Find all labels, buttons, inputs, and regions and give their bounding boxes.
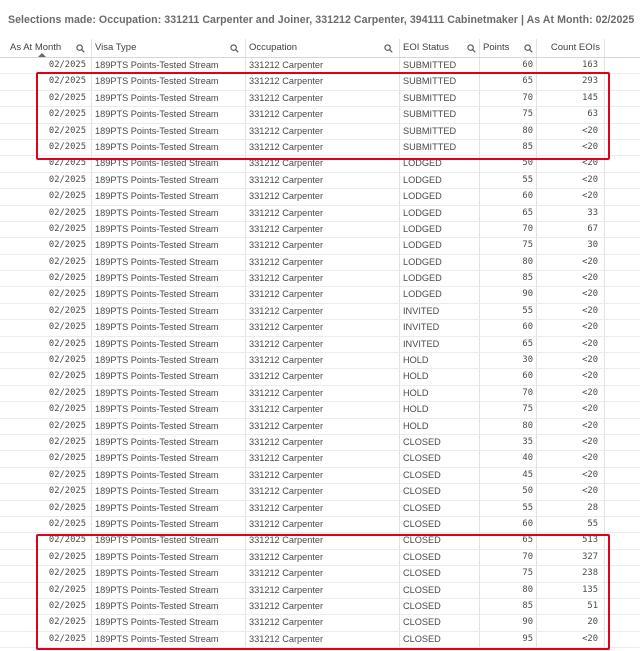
cell-occupation: 331212 Carpenter (249, 551, 324, 562)
cell-points: 75 (522, 109, 533, 120)
cell-count-eois: 327 (582, 551, 598, 562)
table-row[interactable] (0, 419, 640, 435)
table-row[interactable] (0, 451, 640, 467)
cell-eoi-status: LODGED (403, 273, 442, 284)
cell-occupation: 331212 Carpenter (249, 584, 324, 595)
cell-points: 85 (522, 600, 533, 611)
cell-as-at-month: 02/2025 (48, 568, 86, 579)
table-row[interactable] (0, 468, 640, 484)
cell-eoi-status: LODGED (403, 256, 442, 267)
cell-occupation: 331212 Carpenter (249, 404, 324, 415)
cell-as-at-month: 02/2025 (48, 535, 86, 546)
cell-points: 60 (522, 518, 533, 529)
table-row[interactable] (0, 173, 640, 189)
table-row[interactable] (0, 255, 640, 271)
cell-occupation: 331212 Carpenter (249, 387, 324, 398)
cell-as-at-month: 02/2025 (48, 518, 86, 529)
cell-count-eois: 135 (582, 584, 598, 595)
cell-count-eois: <20 (582, 453, 598, 464)
cell-visa-type: 189PTS Points-Tested Stream (95, 60, 219, 70)
cell-points: 60 (522, 60, 533, 70)
cell-eoi-status: CLOSED (403, 633, 441, 644)
search-icon[interactable] (467, 44, 476, 53)
cell-eoi-status: INVITED (403, 305, 440, 316)
cell-visa-type: 189PTS Points-Tested Stream (95, 191, 219, 202)
cell-as-at-month: 02/2025 (48, 191, 86, 202)
cell-visa-type: 189PTS Points-Tested Stream (95, 502, 219, 513)
cell-eoi-status: SUBMITTED (403, 76, 457, 87)
cell-visa-type: 189PTS Points-Tested Stream (95, 420, 219, 431)
cell-occupation: 331212 Carpenter (249, 223, 324, 234)
cell-eoi-status: CLOSED (403, 486, 441, 497)
cell-as-at-month: 02/2025 (48, 387, 86, 398)
col-header-points[interactable] (479, 39, 536, 57)
table-row[interactable] (0, 222, 640, 238)
cell-count-eois: <20 (582, 355, 598, 366)
table-row[interactable] (0, 517, 640, 533)
table-header (0, 39, 640, 58)
cell-as-at-month: 02/2025 (48, 273, 86, 284)
cell-visa-type: 189PTS Points-Tested Stream (95, 584, 219, 595)
col-header-label: Points (483, 42, 510, 53)
cell-as-at-month: 02/2025 (48, 125, 86, 136)
cell-eoi-status: LODGED (403, 191, 442, 202)
cell-as-at-month: 02/2025 (48, 469, 86, 480)
cell-eoi-status: LODGED (403, 223, 442, 234)
cell-as-at-month: 02/2025 (48, 158, 86, 169)
cell-occupation: 331212 Carpenter (249, 207, 324, 218)
cell-occupation: 331212 Carpenter (249, 633, 324, 644)
cell-occupation: 331212 Carpenter (249, 371, 324, 382)
cell-visa-type: 189PTS Points-Tested Stream (95, 404, 219, 415)
cell-count-eois: <20 (582, 158, 598, 169)
cell-visa-type: 189PTS Points-Tested Stream (95, 125, 219, 136)
table-row[interactable] (0, 189, 640, 205)
cell-as-at-month: 02/2025 (48, 322, 86, 333)
cell-eoi-status: CLOSED (403, 617, 441, 628)
cell-as-at-month: 02/2025 (48, 584, 86, 595)
col-header-label: As At Month (10, 42, 62, 53)
cell-points: 55 (522, 174, 533, 185)
table-row[interactable] (0, 353, 640, 369)
cell-count-eois: <20 (582, 322, 598, 333)
cell-eoi-status: LODGED (403, 207, 442, 218)
col-header-visa-type[interactable] (91, 39, 245, 57)
cell-as-at-month: 02/2025 (48, 355, 86, 366)
cell-count-eois: <20 (582, 305, 598, 316)
cell-occupation: 331212 Carpenter (249, 453, 324, 464)
table-row[interactable] (0, 402, 640, 418)
cell-as-at-month: 02/2025 (48, 502, 86, 513)
cell-points: 80 (522, 256, 533, 267)
cell-count-eois: <20 (582, 289, 598, 300)
cell-as-at-month: 02/2025 (48, 92, 86, 103)
cell-eoi-status: LODGED (403, 174, 442, 185)
cell-eoi-status: CLOSED (403, 453, 441, 464)
cell-visa-type: 189PTS Points-Tested Stream (95, 551, 219, 562)
cell-points: 75 (522, 240, 533, 251)
cell-visa-type: 189PTS Points-Tested Stream (95, 600, 219, 611)
cell-points: 90 (522, 289, 533, 300)
cell-visa-type: 189PTS Points-Tested Stream (95, 355, 219, 366)
cell-occupation: 331212 Carpenter (249, 305, 324, 316)
cell-as-at-month: 02/2025 (48, 404, 86, 415)
cell-visa-type: 189PTS Points-Tested Stream (95, 568, 219, 579)
cell-count-eois: 238 (582, 568, 598, 579)
cell-points: 40 (522, 453, 533, 464)
cell-points: 75 (522, 568, 533, 579)
cell-eoi-status: INVITED (403, 338, 440, 349)
cell-visa-type: 189PTS Points-Tested Stream (95, 371, 219, 382)
cell-eoi-status: CLOSED (403, 502, 441, 513)
cell-count-eois: 63 (587, 109, 598, 120)
cell-visa-type: 189PTS Points-Tested Stream (95, 273, 219, 284)
cell-points: 60 (522, 371, 533, 382)
cell-as-at-month: 02/2025 (48, 600, 86, 611)
cell-count-eois: <20 (582, 174, 598, 185)
cell-occupation: 331212 Carpenter (249, 289, 324, 300)
table-row[interactable] (0, 435, 640, 451)
cell-points: 60 (522, 322, 533, 333)
table-row[interactable] (0, 369, 640, 385)
cell-points: 35 (522, 436, 533, 447)
cell-eoi-status: CLOSED (403, 469, 441, 480)
cell-as-at-month: 02/2025 (48, 338, 86, 349)
cell-points: 65 (522, 535, 533, 546)
col-header-eoi-status[interactable] (399, 39, 479, 57)
cell-points: 90 (522, 617, 533, 628)
cell-count-eois: <20 (582, 191, 598, 202)
cell-as-at-month: 02/2025 (48, 60, 86, 70)
cell-visa-type: 189PTS Points-Tested Stream (95, 305, 219, 316)
cell-points: 95 (522, 633, 533, 644)
col-header-as-at-month[interactable] (0, 39, 91, 57)
cell-eoi-status: LODGED (403, 289, 442, 300)
cell-as-at-month: 02/2025 (48, 453, 86, 464)
cell-occupation: 331212 Carpenter (249, 535, 324, 546)
cell-eoi-status: SUBMITTED (403, 60, 457, 70)
cell-points: 60 (522, 191, 533, 202)
cell-as-at-month: 02/2025 (48, 551, 86, 562)
cell-count-eois: <20 (582, 420, 598, 431)
cell-count-eois: <20 (582, 141, 598, 152)
cell-visa-type: 189PTS Points-Tested Stream (95, 76, 219, 87)
cell-eoi-status: SUBMITTED (403, 109, 457, 120)
cell-eoi-status: HOLD (403, 387, 429, 398)
cell-visa-type: 189PTS Points-Tested Stream (95, 256, 219, 267)
cell-occupation: 331212 Carpenter (249, 436, 324, 447)
cell-as-at-month: 02/2025 (48, 436, 86, 447)
cell-eoi-status: SUBMITTED (403, 92, 457, 103)
cell-as-at-month: 02/2025 (48, 289, 86, 300)
cell-points: 85 (522, 273, 533, 284)
cell-eoi-status: CLOSED (403, 535, 441, 546)
cell-visa-type: 189PTS Points-Tested Stream (95, 158, 219, 169)
cell-occupation: 331212 Carpenter (249, 76, 324, 87)
cell-eoi-status: CLOSED (403, 518, 441, 529)
cell-points: 65 (522, 207, 533, 218)
cell-as-at-month: 02/2025 (48, 617, 86, 628)
cell-count-eois: 145 (582, 92, 598, 103)
cell-count-eois: <20 (582, 256, 598, 267)
cell-eoi-status: LODGED (403, 240, 442, 251)
cell-count-eois: <20 (582, 469, 598, 480)
cell-eoi-status: CLOSED (403, 584, 441, 595)
cell-count-eois: <20 (582, 338, 598, 349)
cell-count-eois: 55 (587, 518, 598, 529)
cell-as-at-month: 02/2025 (48, 256, 86, 267)
cell-occupation: 331212 Carpenter (249, 420, 324, 431)
cell-count-eois: <20 (582, 371, 598, 382)
table-row[interactable] (0, 271, 640, 287)
cell-occupation: 331212 Carpenter (249, 355, 324, 366)
cell-visa-type: 189PTS Points-Tested Stream (95, 109, 219, 120)
cell-eoi-status: CLOSED (403, 436, 441, 447)
cell-visa-type: 189PTS Points-Tested Stream (95, 223, 219, 234)
cell-occupation: 331212 Carpenter (249, 469, 324, 480)
cell-visa-type: 189PTS Points-Tested Stream (95, 240, 219, 251)
cell-occupation: 331212 Carpenter (249, 141, 324, 152)
search-icon[interactable] (76, 44, 85, 53)
cell-occupation: 331212 Carpenter (249, 174, 324, 185)
cell-count-eois: 30 (587, 240, 598, 251)
cell-occupation: 331212 Carpenter (249, 273, 324, 284)
cell-count-eois: <20 (582, 387, 598, 398)
cell-count-eois: 20 (587, 617, 598, 628)
cell-visa-type: 189PTS Points-Tested Stream (95, 617, 219, 628)
search-icon[interactable] (524, 44, 533, 53)
cell-occupation: 331212 Carpenter (249, 600, 324, 611)
cell-visa-type: 189PTS Points-Tested Stream (95, 322, 219, 333)
cell-count-eois: <20 (582, 436, 598, 447)
highlight-box-submitted (36, 72, 610, 160)
cell-as-at-month: 02/2025 (48, 174, 86, 185)
cell-occupation: 331212 Carpenter (249, 617, 324, 628)
cell-points: 70 (522, 387, 533, 398)
col-header-occupation[interactable] (245, 39, 399, 57)
cell-visa-type: 189PTS Points-Tested Stream (95, 92, 219, 103)
cell-count-eois: <20 (582, 404, 598, 415)
cell-points: 55 (522, 502, 533, 513)
col-header-label: Count EOIs (550, 42, 600, 53)
cell-count-eois: 51 (587, 600, 598, 611)
cell-points: 80 (522, 125, 533, 136)
cell-occupation: 331212 Carpenter (249, 518, 324, 529)
cell-points: 65 (522, 338, 533, 349)
cell-eoi-status: INVITED (403, 322, 440, 333)
cell-occupation: 331212 Carpenter (249, 322, 324, 333)
cell-occupation: 331212 Carpenter (249, 191, 324, 202)
table-row[interactable] (0, 238, 640, 254)
cell-occupation: 331212 Carpenter (249, 60, 324, 70)
cell-eoi-status: HOLD (403, 420, 429, 431)
cell-points: 50 (522, 486, 533, 497)
cell-points: 75 (522, 404, 533, 415)
cell-points: 30 (522, 355, 533, 366)
cell-points: 85 (522, 141, 533, 152)
cell-as-at-month: 02/2025 (48, 223, 86, 234)
cell-visa-type: 189PTS Points-Tested Stream (95, 535, 219, 546)
cell-as-at-month: 02/2025 (48, 240, 86, 251)
cell-eoi-status: LODGED (403, 158, 442, 169)
cell-occupation: 331212 Carpenter (249, 109, 324, 120)
cell-visa-type: 189PTS Points-Tested Stream (95, 207, 219, 218)
cell-visa-type: 189PTS Points-Tested Stream (95, 486, 219, 497)
cell-occupation: 331212 Carpenter (249, 256, 324, 267)
cell-eoi-status: CLOSED (403, 600, 441, 611)
cell-occupation: 331212 Carpenter (249, 92, 324, 103)
table-row[interactable] (0, 501, 640, 517)
cell-visa-type: 189PTS Points-Tested Stream (95, 289, 219, 300)
cell-count-eois: 293 (582, 76, 598, 87)
highlight-box-closed (36, 534, 610, 650)
table-row[interactable] (0, 304, 640, 320)
cell-count-eois: 163 (582, 60, 598, 70)
table-row[interactable] (0, 287, 640, 303)
cell-points: 70 (522, 551, 533, 562)
cell-count-eois: <20 (582, 273, 598, 284)
cell-occupation: 331212 Carpenter (249, 158, 324, 169)
cell-as-at-month: 02/2025 (48, 486, 86, 497)
cell-eoi-status: HOLD (403, 355, 429, 366)
cell-as-at-month: 02/2025 (48, 141, 86, 152)
cell-occupation: 331212 Carpenter (249, 486, 324, 497)
col-header-count-eois[interactable] (536, 39, 604, 57)
cell-count-eois: 67 (587, 223, 598, 234)
cell-count-eois: 33 (587, 207, 598, 218)
cell-eoi-status: SUBMITTED (403, 125, 457, 136)
cell-count-eois: 513 (582, 535, 598, 546)
cell-occupation: 331212 Carpenter (249, 568, 324, 579)
col-header-label: Visa Type (95, 42, 137, 53)
cell-as-at-month: 02/2025 (48, 633, 86, 644)
cell-eoi-status: SUBMITTED (403, 141, 457, 152)
cell-eoi-status: HOLD (403, 404, 429, 415)
cell-as-at-month: 02/2025 (48, 420, 86, 431)
cell-visa-type: 189PTS Points-Tested Stream (95, 174, 219, 185)
cell-eoi-status: CLOSED (403, 568, 441, 579)
cell-points: 65 (522, 76, 533, 87)
cell-points: 70 (522, 223, 533, 234)
cell-visa-type: 189PTS Points-Tested Stream (95, 338, 219, 349)
cell-as-at-month: 02/2025 (48, 371, 86, 382)
cell-as-at-month: 02/2025 (48, 76, 86, 87)
cell-eoi-status: CLOSED (403, 551, 441, 562)
sort-ascending-icon[interactable] (38, 53, 46, 57)
search-icon[interactable] (230, 44, 239, 53)
cell-as-at-month: 02/2025 (48, 207, 86, 218)
table-row[interactable] (0, 484, 640, 500)
cell-eoi-status: HOLD (403, 371, 429, 382)
cell-as-at-month: 02/2025 (48, 305, 86, 316)
cell-count-eois: <20 (582, 125, 598, 136)
cell-visa-type: 189PTS Points-Tested Stream (95, 141, 219, 152)
table-row[interactable] (0, 386, 640, 402)
col-header-label: EOI Status (403, 42, 449, 53)
cell-count-eois: 28 (587, 502, 598, 513)
col-header-label: Occupation (249, 42, 298, 53)
table-row[interactable] (0, 206, 640, 222)
table-row[interactable] (0, 320, 640, 336)
table-row[interactable] (0, 337, 640, 353)
cell-points: 80 (522, 420, 533, 431)
cell-occupation: 331212 Carpenter (249, 502, 324, 513)
cell-as-at-month: 02/2025 (48, 109, 86, 120)
cell-points: 80 (522, 584, 533, 595)
cell-count-eois: <20 (582, 633, 598, 644)
cell-visa-type: 189PTS Points-Tested Stream (95, 387, 219, 398)
cell-count-eois: <20 (582, 486, 598, 497)
selections-summary: Selections made: Occupation: 331211 Carpenter and Joiner, 331212 Carpenter, 394111 Cabinetmaker | As At Month: 02/2025 (8, 14, 635, 26)
cell-points: 70 (522, 92, 533, 103)
cell-occupation: 331212 Carpenter (249, 125, 324, 136)
search-icon[interactable] (384, 44, 393, 53)
cell-points: 50 (522, 158, 533, 169)
cell-visa-type: 189PTS Points-Tested Stream (95, 469, 219, 480)
cell-visa-type: 189PTS Points-Tested Stream (95, 518, 219, 529)
cell-points: 45 (522, 469, 533, 480)
cell-points: 55 (522, 305, 533, 316)
cell-occupation: 331212 Carpenter (249, 240, 324, 251)
cell-visa-type: 189PTS Points-Tested Stream (95, 436, 219, 447)
cell-occupation: 331212 Carpenter (249, 338, 324, 349)
cell-visa-type: 189PTS Points-Tested Stream (95, 633, 219, 644)
cell-visa-type: 189PTS Points-Tested Stream (95, 453, 219, 464)
